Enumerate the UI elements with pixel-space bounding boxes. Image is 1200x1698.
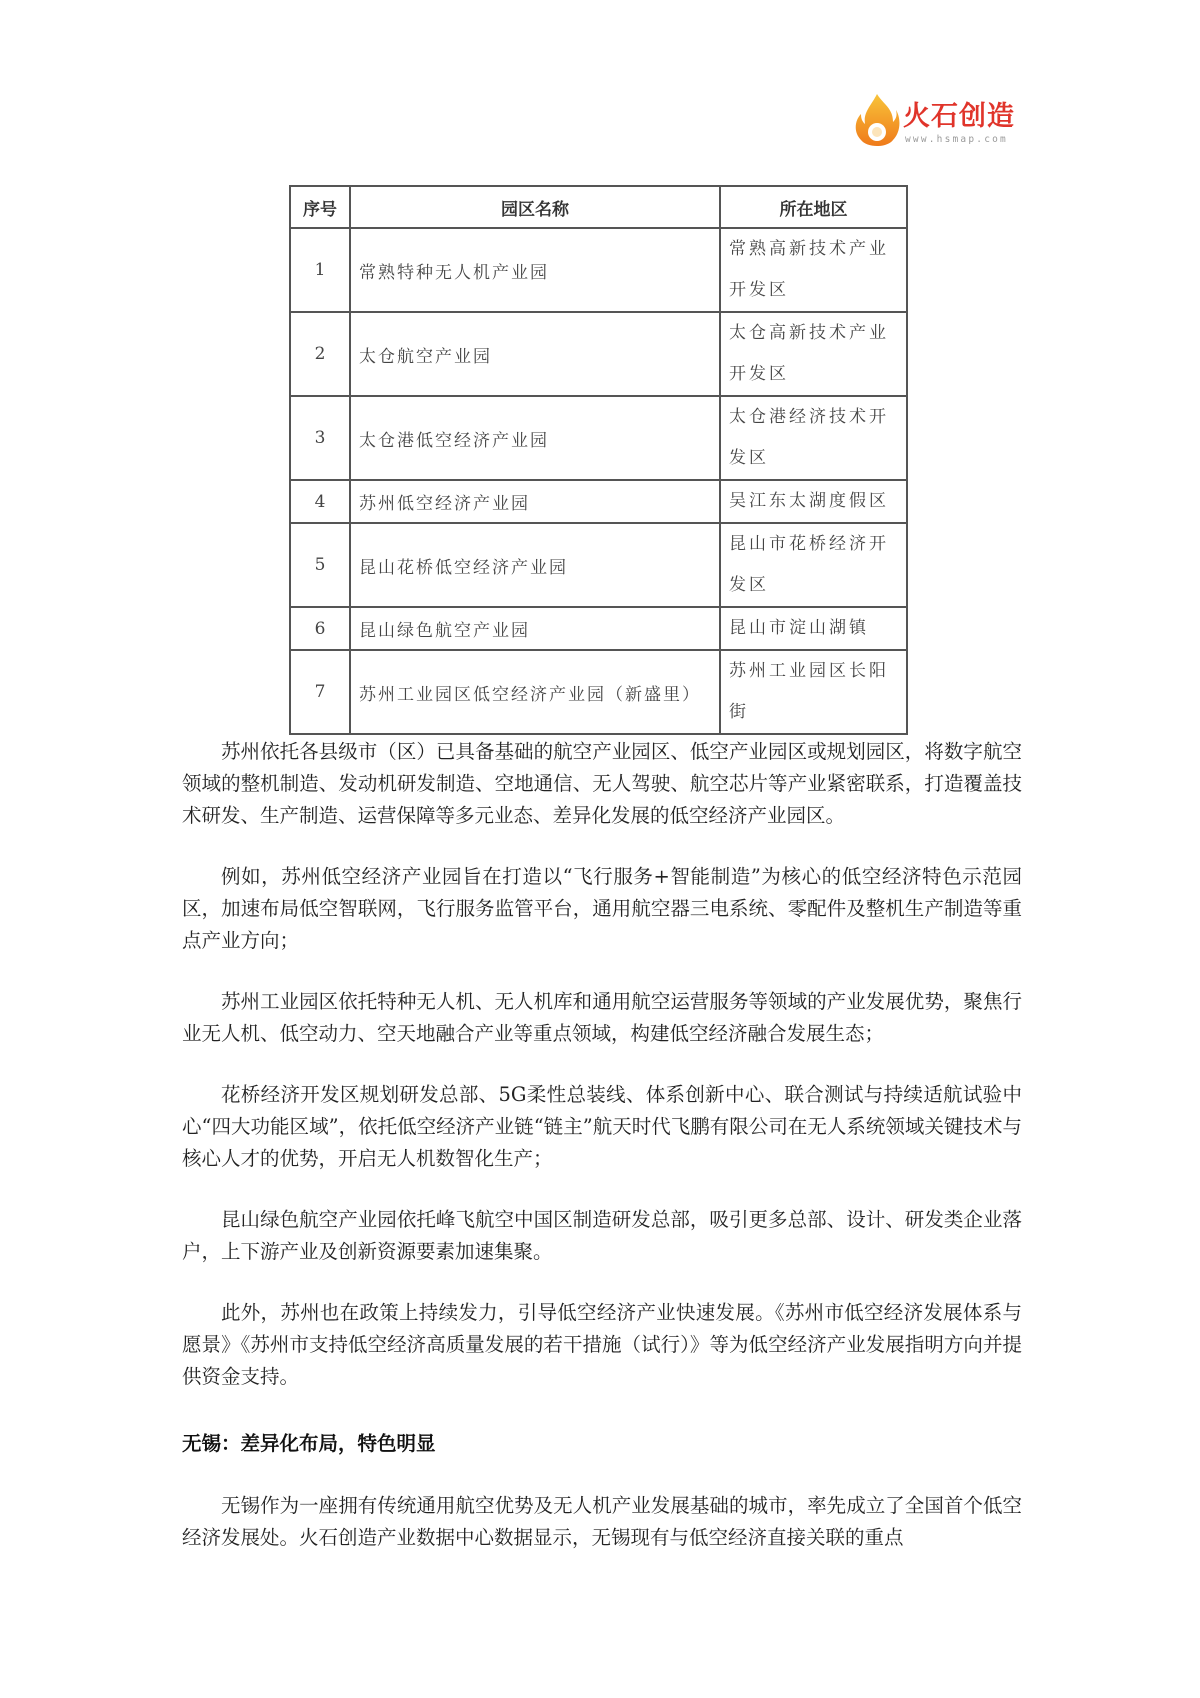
table-row bbox=[290, 607, 907, 650]
table-row bbox=[290, 480, 907, 523]
table-row bbox=[290, 396, 907, 480]
paragraph-huaqiao-zone: 花桥经济开发区规划研发总部、5G柔性总装线、体系创新中心、联合测试与持续适航试验中心“四大功能区域”，依托低空经济产业链“链主”航天时代飞鹏有限公司在无人系统领域关键技术与核心人才的优势，开启无人机数智化生产； bbox=[182, 1083, 1022, 1170]
paragraph-kunshan-green-aviation: 昆山绿色航空产业园依托峰飞航空中国区制造研发总部，吸引更多总部、设计、研发类企业落户，上下游产业及创新资源要素加速集聚。 bbox=[182, 1208, 1022, 1263]
cell-region: 吴江东太湖度假区 bbox=[720, 480, 907, 523]
cell-index: 5 bbox=[290, 523, 350, 607]
cell-index: 3 bbox=[290, 396, 350, 480]
section-heading-wuxi: 无锡：差异化布局，特色明显 bbox=[182, 1432, 436, 1455]
cell-park-name: 太仓航空产业园 bbox=[350, 312, 720, 396]
table-row bbox=[290, 228, 907, 312]
paragraph-suzhou-industrial-park: 苏州工业园区依托特种无人机、无人机库和通用航空运营服务等领域的产业发展优势，聚焦行业无人机、低空动力、空天地融合产业等重点领域，构建低空经济融合发展生态； bbox=[182, 990, 1022, 1045]
cell-index: 2 bbox=[290, 312, 350, 396]
hsmap-logo bbox=[853, 92, 1043, 152]
cell-park-name: 苏州低空经济产业园 bbox=[350, 480, 720, 523]
cell-park-name: 苏州工业园区低空经济产业园（新盛里） bbox=[350, 650, 720, 734]
header-park-name: 园区名称 bbox=[350, 186, 720, 228]
cell-park-name: 太仓港低空经济产业园 bbox=[350, 396, 720, 480]
paragraph-suzhou-overview: 苏州依托各县级市（区）已具备基础的航空产业园区、低空产业园区或规划园区，将数字航空领域的整机制造、发动机研发制造、空地通信、无人驾驶、航空芯片等产业紧密联系，打造覆盖技术研发、生产制造、运营保障等多元业态、差异化发展的低空经济产业园区。 bbox=[182, 740, 1022, 827]
cell-region: 太仓高新技术产业开发区 bbox=[720, 312, 907, 396]
cell-index: 7 bbox=[290, 650, 350, 734]
cell-region: 苏州工业园区长阳街 bbox=[720, 650, 907, 734]
flame-icon bbox=[853, 92, 901, 150]
table-row bbox=[290, 523, 907, 607]
cell-region: 太仓港经济技术开发区 bbox=[720, 396, 907, 480]
paragraph-suzhou-low-altitude-park: 例如，苏州低空经济产业园旨在打造以“飞行服务+智能制造”为核心的低空经济特色示范园区，加速布局低空智联网，飞行服务监管平台，通用航空器三电系统、零配件及整机生产制造等重点产业方向； bbox=[182, 865, 1022, 952]
cell-index: 6 bbox=[290, 607, 350, 650]
table-row bbox=[290, 312, 907, 396]
cell-index: 1 bbox=[290, 228, 350, 312]
cell-region: 昆山市淀山湖镇 bbox=[720, 607, 907, 650]
paragraph-wuxi-intro: 无锡作为一座拥有传统通用航空优势及无人机产业发展基础的城市，率先成立了全国首个低空经济发展处。火石创造产业数据中心数据显示，无锡现有与低空经济直接关联的重点 bbox=[182, 1494, 1022, 1549]
paragraph-suzhou-policy: 此外，苏州也在政策上持续发力，引导低空经济产业快速发展。《苏州市低空经济发展体系与愿景》《苏州市支持低空经济高质量发展的若干措施（试行）》等为低空经济产业发展指明方向并提供资金支持。 bbox=[182, 1301, 1022, 1388]
cell-region: 常熟高新技术产业开发区 bbox=[720, 228, 907, 312]
cell-region: 昆山市花桥经济开发区 bbox=[720, 523, 907, 607]
header-index: 序号 bbox=[290, 186, 350, 228]
cell-park-name: 昆山花桥低空经济产业园 bbox=[350, 523, 720, 607]
brand-url: www.hsmap.com bbox=[905, 134, 1008, 145]
brand-name: 火石创造 bbox=[903, 101, 1015, 132]
industrial-parks-table bbox=[289, 185, 908, 735]
cell-index: 4 bbox=[290, 480, 350, 523]
table-row bbox=[290, 650, 907, 734]
cell-park-name: 常熟特种无人机产业园 bbox=[350, 228, 720, 312]
header-region: 所在地区 bbox=[720, 186, 907, 228]
table-header-row bbox=[290, 186, 907, 228]
cell-park-name: 昆山绿色航空产业园 bbox=[350, 607, 720, 650]
